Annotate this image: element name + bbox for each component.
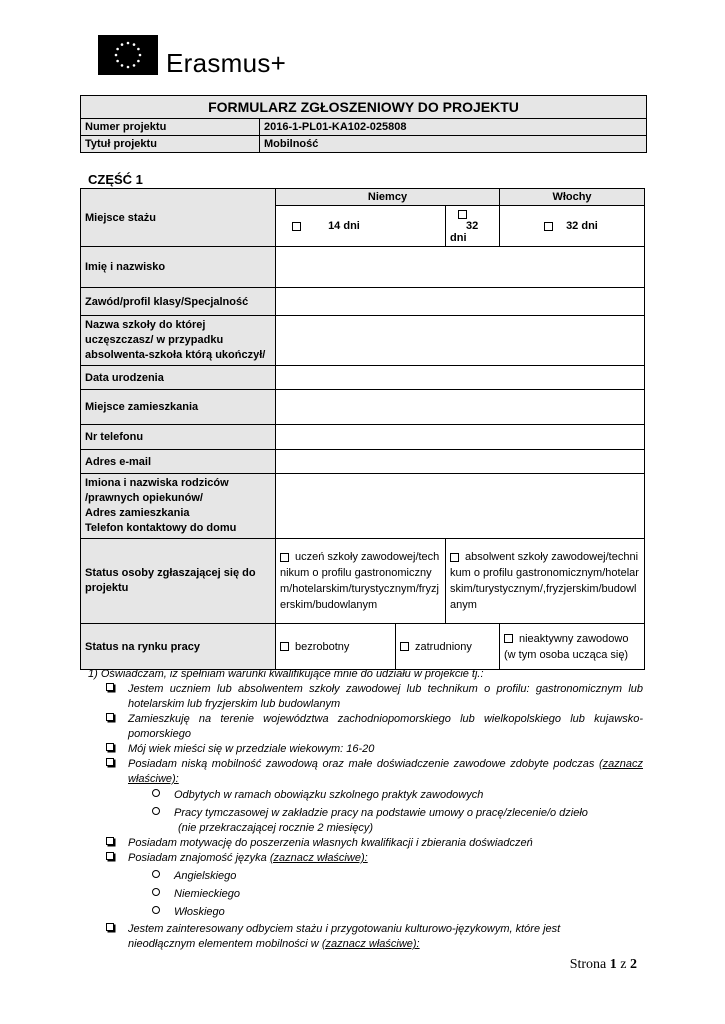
language-option[interactable]: Niemieckiego <box>88 887 643 902</box>
declaration-item[interactable]: Jestem uczniem lub absolwentem szkoły zawodowej lub technikum o profilu: gastronomicznym lub hotelarskim lub fryzjerskim lub budowlanym <box>88 682 643 712</box>
field-input-profession[interactable] <box>276 288 645 316</box>
option-germany-14[interactable]: 14 dni <box>276 206 446 247</box>
field-label-parents: Imiona i nazwiska rodziców /prawnych opiekunów/ Adres zamieszkania Telefon kontaktowy do domu <box>81 474 276 539</box>
project-number-label: Numer projektu <box>81 119 260 136</box>
field-input-parents[interactable] <box>276 474 645 539</box>
labor-label: Status na rynku pracy <box>81 624 276 670</box>
field-label-school: Nazwa szkoły do której uczęszczasz/ w przypadku absolwenta-szkoła którą ukończył/ <box>81 316 276 366</box>
labor-inactive-option[interactable]: nieaktywny zawodowo (w tym osoba ucząca się) <box>500 624 645 670</box>
page-number: Strona 1 z 2 <box>569 957 637 972</box>
status-student-option[interactable]: uczeń szkoły zawodowej/technikum o profilu gastronomicznym/hotelarskim/turystycznym/fryzjerskim/budowlanym <box>276 539 446 624</box>
checkbox-icon <box>280 553 289 562</box>
declaration-item-cont: nieodłącznym elementem mobilności w (zaznacz właściwe): <box>128 938 420 950</box>
checkbox-icon <box>450 553 459 562</box>
radio-icon <box>152 806 174 821</box>
field-input-phone[interactable] <box>276 425 645 450</box>
checkbox-icon <box>292 222 301 231</box>
form-title: FORMULARZ ZGŁOSZENIOWY DO PROJEKTU <box>81 96 647 119</box>
field-label-name: Imię i nazwisko <box>81 247 276 288</box>
radio-icon <box>152 887 174 902</box>
project-title-value: Mobilność <box>260 136 647 153</box>
checkbox-icon <box>280 642 289 651</box>
checkbox-icon <box>106 742 128 757</box>
project-title-label: Tytuł projektu <box>81 136 260 153</box>
declaration-subitem[interactable]: Pracy tymczasowej w zakładzie pracy na podstawie umowy o pracę/zlecenie/o dzieło <box>88 806 643 821</box>
project-number-value: 2016-1-PL01-KA102-025808 <box>260 119 647 136</box>
placement-label: Miejsce stażu <box>81 189 276 247</box>
radio-icon <box>152 788 174 803</box>
field-label-phone: Nr telefonu <box>81 425 276 450</box>
checkbox-icon <box>458 210 467 219</box>
field-input-school[interactable] <box>276 316 645 366</box>
declaration-section <box>88 667 643 952</box>
option-italy-32[interactable]: 32 dni <box>500 206 645 247</box>
field-label-email: Adres e-mail <box>81 450 276 474</box>
status-label: Status osoby zgłaszającej się do projektu <box>81 539 276 624</box>
labor-employed-option[interactable]: zatrudniony <box>396 624 500 670</box>
option-germany-32[interactable]: 32 dni <box>446 206 500 247</box>
declaration-subitem[interactable]: Odbytych w ramach obowiązku szkolnego praktyk zawodowych <box>88 788 643 803</box>
erasmus-logo-text: Erasmus+ <box>166 48 287 78</box>
field-input-name[interactable] <box>276 247 645 288</box>
checkbox-icon <box>544 222 553 231</box>
labor-unemployed-option[interactable]: bezrobotny <box>276 624 396 670</box>
checkbox-icon <box>106 682 128 697</box>
status-graduate-option[interactable]: absolwent szkoły zawodowej/technikum o profilu gastronomicznym/hotelarskim/turystycznym/,fryzjerskim/budowlanym <box>446 539 645 624</box>
country-italy: Włochy <box>500 189 645 206</box>
radio-icon <box>152 869 174 884</box>
declaration-item[interactable]: Posiadam motywację do poszerzenia własnych kwalifikacji i zbierania doświadczeń <box>88 836 643 851</box>
declaration-item[interactable]: Posiadam niską mobilność zawodową oraz małe doświadczenie zawodowe zdobyte podczas (zaznacz właściwe): <box>88 757 643 787</box>
application-form-table <box>80 188 645 670</box>
checkbox-icon <box>106 922 128 937</box>
declaration-subitem-note: (nie przekraczającej rocznie 2 miesięcy) <box>178 822 374 834</box>
checkbox-icon <box>106 712 128 727</box>
eu-flag-icon <box>98 35 158 75</box>
erasmus-logo <box>98 30 286 79</box>
declaration-item[interactable]: Zamieszkuję na terenie województwa zachodniopomorskiego lub wielkopolskiego lub kujawsko-pomorskiego <box>88 712 643 742</box>
field-label-residence: Miejsce zamieszkania <box>81 390 276 425</box>
declaration-item[interactable]: Jestem zainteresowany odbyciem stażu i przygotowaniu kulturowo-językowym, które jest <box>88 922 643 937</box>
declaration-intro: 1) Oświadczam, iż spełniam warunki kwalifikujące mnie do udziału w projekcie tj.: <box>88 668 484 680</box>
field-input-email[interactable] <box>276 450 645 474</box>
checkbox-icon <box>504 634 513 643</box>
project-header-table <box>80 95 647 153</box>
field-input-residence[interactable] <box>276 390 645 425</box>
declaration-item[interactable]: Posiadam znajomość języka (zaznacz właściwe): <box>88 851 643 866</box>
field-input-birthdate[interactable] <box>276 366 645 390</box>
field-label-profession: Zawód/profil klasy/Specjalność <box>81 288 276 316</box>
part-title: CZĘŚĆ 1 <box>88 172 143 187</box>
language-option[interactable]: Angielskiego <box>88 869 643 884</box>
checkbox-icon <box>106 836 128 851</box>
declaration-item[interactable]: Mój wiek mieści się w przedziale wiekowym: 16-20 <box>88 742 643 757</box>
checkbox-icon <box>106 851 128 866</box>
language-option[interactable]: Włoskiego <box>88 905 643 920</box>
country-germany: Niemcy <box>276 189 500 206</box>
radio-icon <box>152 905 174 920</box>
checkbox-icon <box>106 757 128 772</box>
checkbox-icon <box>400 642 409 651</box>
field-label-birthdate: Data urodzenia <box>81 366 276 390</box>
